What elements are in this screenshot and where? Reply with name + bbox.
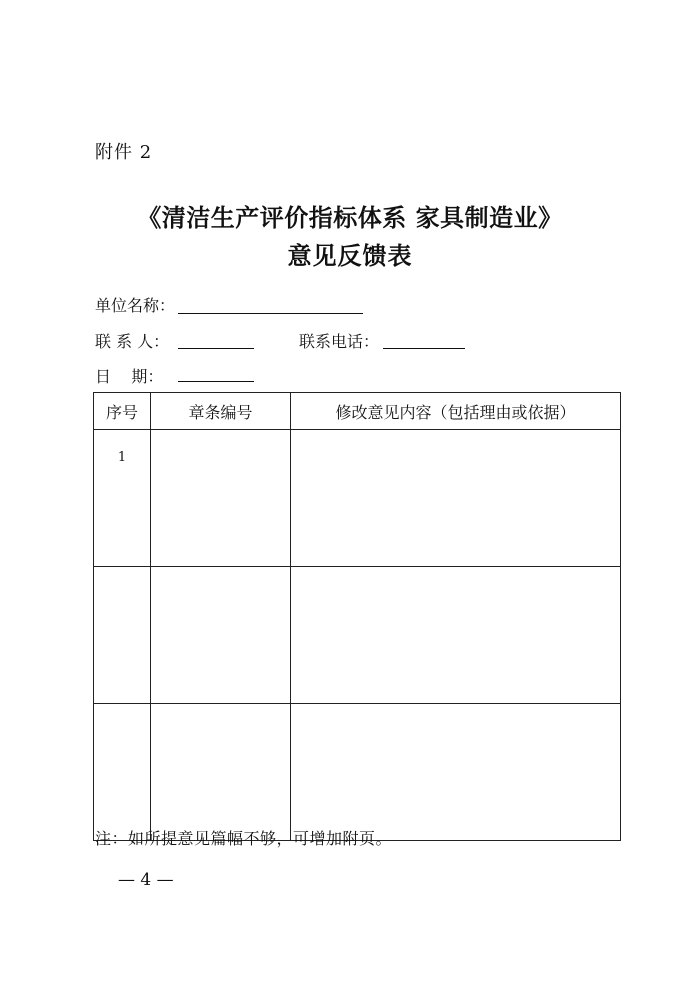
column-header-seq: 序号 [94, 393, 151, 430]
content-cell[interactable] [291, 704, 621, 841]
clause-cell[interactable] [151, 430, 291, 567]
content-cell[interactable] [291, 567, 621, 704]
date-label: 日 期： [95, 367, 164, 386]
feedback-table [93, 392, 621, 841]
document-title: 《清洁生产评价指标体系 家具制造业》 [137, 204, 563, 232]
document-subtitle: 意见反馈表 [287, 242, 413, 270]
date-field[interactable] [178, 381, 254, 382]
table-row [94, 430, 621, 567]
contact-phone-label: 联系电话： [299, 332, 380, 351]
page-number: — 4 — [118, 870, 174, 890]
footnote: 注：如所提意见篇幅不够，可增加附页。 [95, 829, 393, 848]
seq-cell [94, 430, 151, 567]
clause-cell[interactable] [151, 704, 291, 841]
contact-person-label: 联 系 人： [95, 332, 170, 351]
clause-cell[interactable] [151, 567, 291, 704]
column-header-clause: 章条编号 [151, 393, 291, 430]
content-cell[interactable] [291, 430, 621, 567]
seq-cell [94, 567, 151, 704]
table-header-row [94, 393, 621, 430]
unit-name-field[interactable] [178, 313, 363, 314]
table-row [94, 567, 621, 704]
contact-person-field[interactable] [178, 348, 254, 349]
seq-cell [94, 704, 151, 841]
unit-name-label: 单位名称： [95, 296, 176, 315]
column-header-content: 修改意见内容（包括理由或依据） [291, 393, 621, 430]
attachment-label: 附件 2 [95, 142, 153, 163]
seq-number: 1 [117, 450, 127, 465]
contact-phone-field[interactable] [383, 348, 465, 349]
table-row [94, 704, 621, 841]
